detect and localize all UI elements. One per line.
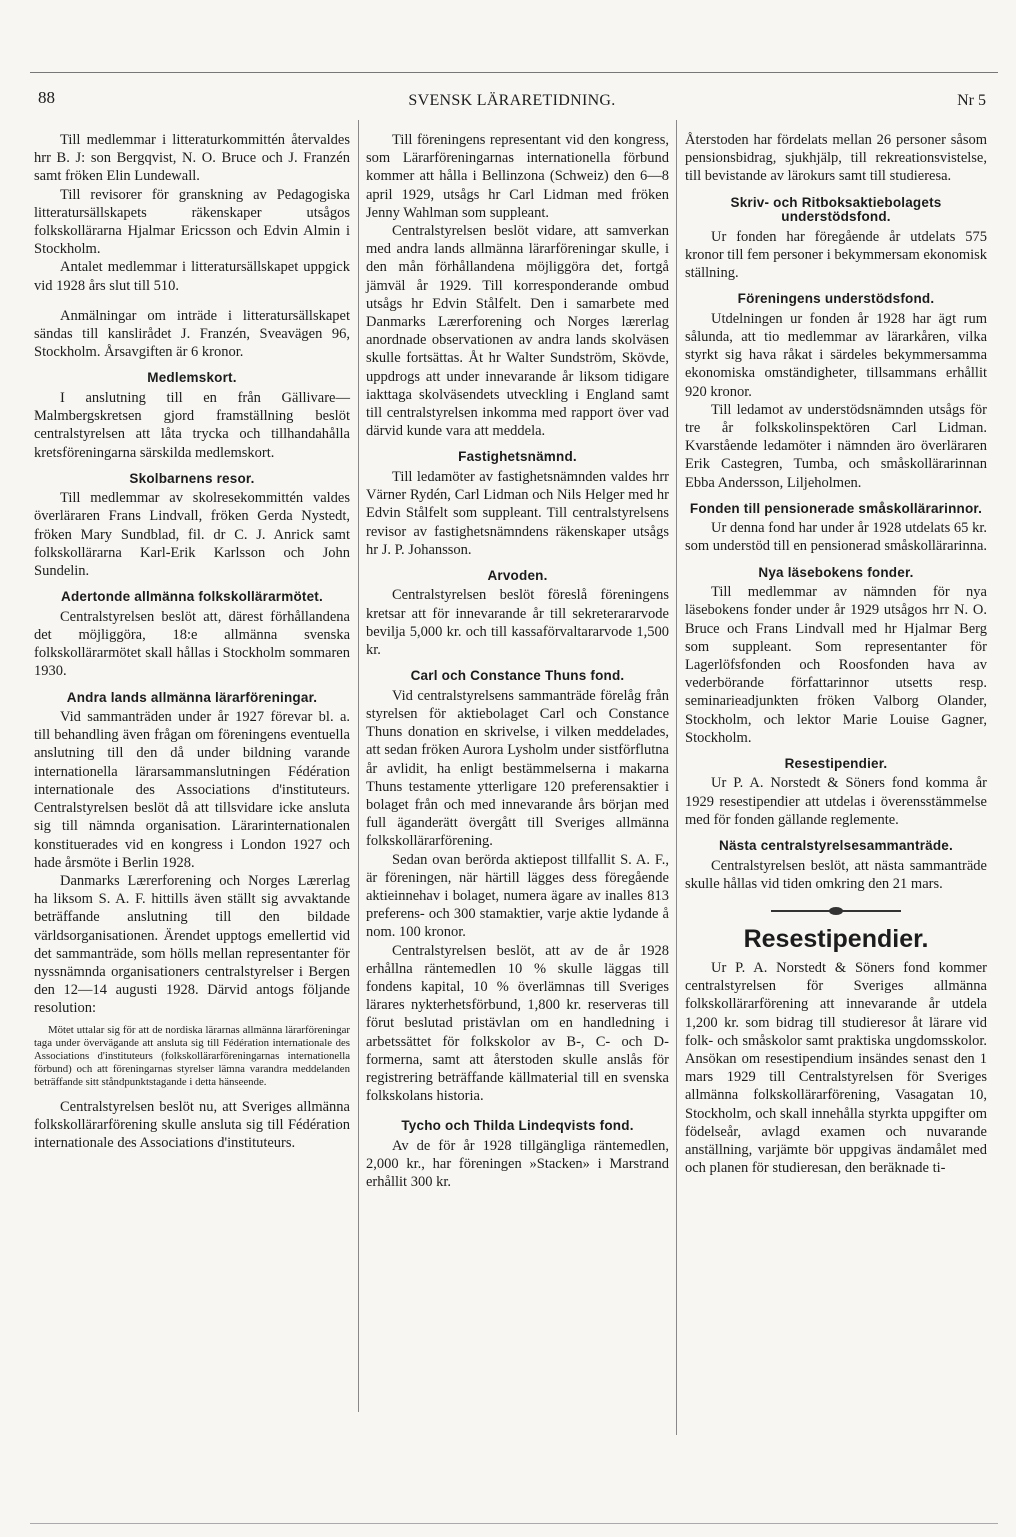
section-heading: Skolbarnens resor.	[129, 470, 255, 486]
section-heading: Adertonde allmänna folkskollärarmötet.	[61, 589, 323, 605]
paragraph: Ur P. A. Norstedt & Söners fond komma år 1929 resestipendier att utdelas i överensstämmelse med för fonden gällande reglemente.	[685, 775, 987, 828]
section-heading: Andra lands allmänna lärarföreningar.	[66, 689, 318, 705]
section-heading: Tycho och Thilda Lindeqvists fond.	[401, 1118, 634, 1134]
ornament-divider	[771, 907, 901, 915]
section-heading: Skriv- och Ritboksaktiebolagets understödsfond.	[730, 194, 942, 225]
section-heading: Nästa centralstyrelsesammanträde.	[719, 838, 953, 854]
paragraph: Anmälningar om inträde i litteratursällskapet sändas till kanslirådet J. Franzén, Sveavägen 96, Stockholm. Årsavgiften är 6 kronor.	[34, 307, 350, 361]
paragraph: Ur fonden har föregående år utdelats 575 kronor till fem personer i bekymmersam ekonomisk ställning.	[685, 228, 988, 282]
section-heading: Fastighetsnämnd.	[458, 449, 577, 465]
paragraph: Ur P. A. Norstedt & Söners fond kommer centralstyrelsen för Sveriges allmänna folkskollärarförening att innevarande år utdela 1,200 kr. som bidrag till studieresor åt lärare vid folk- och småskolor samt praktiska ungdomsskolor. Ansökan om resestipendium insändes senast den 1 mars 1929 till Centralstyrelsen för Sveriges allmänna folkskollärarförening, Vasagatan 10, Stockholm, och skall innehålla styrkta uppgifter om födelseår, avlagd examen och nuvarande anställning, varjämte bör uppgivas ändamålet med och planen för studieresan, den beräknade ti-	[685, 960, 987, 1177]
paragraph: Vid centralstyrelsens sammanträde förelåg från styrelsen för aktiebolaget Carl och Constance Thuns donation en skrivelse, i vilken meddelades, att sedan fröken Aurora Lysholm under sistförflutna år avlidit, ha enligt bestämmelserna i makarna Thuns testamente ytterligare 120 preferensaktier i bolaget från och med innevarande års början med full äganderätt övergått till Sveriges allmänna folkskollärarförening.	[366, 687, 669, 850]
paragraph: Antalet medlemmar i litteratursällskapet uppgick vid 1928 års slut till 510.	[34, 259, 350, 294]
page-header	[38, 88, 986, 114]
paragraph: Centralstyrelsen beslöt vidare, att samverkan med andra lands allmänna lärarföreningar skulle, i den mån förhållandena möjliggöra det, fortgå jämväl år 1929. Till korresponderande ombud utsågs hr Edvin Stålfelt. Den i samarbete med Danmarks Lærerforening och Norges lærerlag anordnade observationen av andra lands skolväsen skulle fortsättas. Åt hr Walter Sundström, Skövde, uppdrogs att under innevarande år liksom tidigare iakttaga skolväsendets utveckling i England samt till centralstyrelsen inkomma med rapport över vad därvid kunde vara att meddela.	[366, 223, 669, 440]
section-heading: Carl och Constance Thuns fond.	[410, 668, 625, 684]
paragraph: Till medlemmar i litteraturkommittén återvaldes hrr B. J: son Bergqvist, N. O. Bruce och J. Franzén samt fröken Elin Lundewall.	[34, 132, 350, 185]
paragraph: Centralstyrelsen beslöt föreslå föreningens kretsar att för innevarande år till sekreterararvode bevilja 5,000 kr. och till kassaförvaltararvode 1,500 kr.	[366, 587, 669, 659]
section-heading: Fonden till pensionerade småskollärarinnor.	[689, 500, 983, 516]
column-2	[366, 131, 669, 1192]
paragraph: Centralstyrelsen beslöt, att av de år 1928 erhållna räntemedlen 10 % skulle läggas till fondens kapital, 10 % överlämnas till Sveriges lärares nykterhetsförbund, 1,800 kr. reserveras till förut beslutad pristävlan om en handledning i arbetssättet för folkskolor av B-, C- och D-formerna, samt att återstoden skulle anslås för registrering beträffande källmaterial till en svenska folkskolans historia.	[366, 942, 669, 1105]
journal-title: SVENSK LÄRARETIDNING.	[408, 92, 616, 109]
paragraph: Centralstyrelsen beslöt att, därest förhållandena det möjliggöra, 18:e allmänna svenska folkskollärarmötet skall hållas i Stockholm sommaren 1930.	[34, 608, 350, 680]
section-heading: Resestipendier.	[784, 755, 888, 771]
section-heading: Nya läsebokens fonder.	[758, 564, 914, 580]
column-divider	[358, 120, 359, 1412]
paragraph: Av de för år 1928 tillgängliga räntemedlen, 2,000 kr., har föreningen »Stacken» i Marstrand erhållit 300 kr.	[366, 1137, 669, 1191]
section-heading: Arvoden.	[487, 567, 548, 583]
paragraph: Återstoden har fördelats mellan 26 personer såsom pensionsbidrag, sjukhjälp, till rekreationsvistelse, till bevistande av lärokurs samt till studieresa.	[685, 132, 987, 185]
paragraph: Centralstyrelsen beslöt, att nästa sammanträde skulle hållas vid tiden omkring den 21 mars.	[685, 857, 987, 892]
column-3	[685, 131, 987, 1177]
section-heading: Medlemskort.	[147, 370, 237, 386]
page-number: 88	[38, 88, 55, 107]
paragraph: Danmarks Lærerforening och Norges Lærerlag ha liksom S. A. F. hittills även ställt sig avvaktande beträffande anslutning till den bildade världsorganisationen. Ärendet upptogs emellertid vid det sammanträde, som hölls mellan representanter för nyssnämnda organisationers centralstyrelser i Bergen den 12—14 augusti 1928. Därvid antogs följande resolution:	[34, 872, 350, 1017]
column-divider	[676, 120, 677, 1435]
issue-number: Nr 5	[957, 92, 986, 109]
top-rule	[30, 72, 998, 73]
paragraph: Till medlemmar av skolresekommittén valdes överläraren Frans Lindvall, fröken Gerda Nystedt, fröken Mary Sundblad, fil. dr C. J. Anrick samt folkskollärarna Karl-Erik Karlsson och John Sundelin.	[34, 490, 350, 580]
paragraph: I anslutning till en från Gällivare—Malmbergskretsen gjord framställning beslöt centralstyrelsen att låta trycka och tillhandahålla kretsföreningarna särskilda medlemskort.	[34, 389, 350, 461]
paragraph: Till ledamöter av fastighetsnämnden valdes hrr Värner Rydén, Carl Lidman och Nils Helger med hr Edvin Stålfelt som suppleant. Till centralstyrelsens revisor av fastighetsnämndens räkenskaper utsågs hr J. P. Johansson.	[366, 468, 669, 558]
paragraph: Till medlemmar av nämnden för nya läsebokens fonder under år 1929 utsågos hrr N. O. Bruce och Frans Lindvall med hr Hjalmar Berg som suppleant. Som representanter för Lagerlöfsfonden och Roosfonden hava av vederbörande författarinnor utsetts resp. seminarieadjunkten fröken Valborg Olander, Stockholm, och lektor Marie Louise Gagner, Stockholm.	[685, 584, 987, 746]
paragraph: Till ledamot av understödsnämnden utsågs för tre år folkskolinspektören Carl Lidman. Kvarstående ledamöter i nämnden äro överläraren Erik Castegren, Tumba, och småskollärarinnan Ebba Andersson, Liljeholmen.	[685, 401, 987, 491]
column-1	[34, 131, 350, 1152]
section-heading: Föreningens understödsfond.	[737, 291, 935, 307]
paragraph: Ur denna fond har under år 1928 utdelats 65 kr. som understöd till en pensionerad småskollärarinna.	[685, 520, 988, 555]
ornament-dot	[829, 907, 843, 915]
paragraph: Utdelningen ur fonden år 1928 har ägt rum sålunda, att tio medlemmar av lärarkåren, vilka styrkt sig hava råkat i särdeles bekymmersamma ekonomiska omständigheter, tillsammans erhållit 920 kronor.	[685, 310, 987, 400]
bottom-rule	[30, 1523, 998, 1524]
resolution-quote: Mötet uttalar sig för att de nordiska lärarnas allmänna lärarföreningar taga under övervägande att ansluta sig till Fédération internationale des Associations d'instituteurs (folkskollärarföreningarnas internationella förbund) och att föreningarnas styrelser lämna varandra meddelanden beträffande sitt ståndpunktstagande i detta hänseende.	[34, 1023, 350, 1089]
paragraph: Vid sammanträden under år 1927 förevar bl. a. till behandling även frågan om föreningens eventuella anslutning till den då under bildning varande internationella lärarsammanslutningen Fédération internationale des Associations d'instituteurs. Centralstyrelsen beslöt då att tillsvidare icke ansluta sig till nämnda organisation. Lärarinternationalen konstituerades vid en kongress i London 1927 och hade årsmöte i Berlin 1928.	[34, 709, 350, 871]
paragraph: Till föreningens representant vid den kongress, som Lärarföreningarnas internationella förbund kommer att hålla i Bellinzona (Schweiz) den 6—8 april 1929, utsågs hr Carl Lidman med fröken Jenny Wahlman som suppleant.	[366, 132, 669, 221]
paragraph: Centralstyrelsen beslöt nu, att Sveriges allmänna folkskollärarförening skulle ansluta sig till Fédération internationale des Associations d'instituteurs.	[34, 1098, 350, 1151]
paragraph: Till revisorer för granskning av Pedagogiska litteratursällskapets räkenskaper utsågos folkskollärarna Hjalmar Ericsson och Edvin Almin i Stockholm.	[34, 186, 350, 258]
article-title: Resestipendier.	[743, 925, 929, 953]
paragraph: Sedan ovan berörda aktiepost tillfallit S. A. F., är föreningen, när härtill lägges dess föregående aktieinnehav i bolaget, numera ägare av inalles 813 preferens- och 300 stamaktier, varje aktie lydande å nom. 100 kronor.	[366, 851, 669, 941]
